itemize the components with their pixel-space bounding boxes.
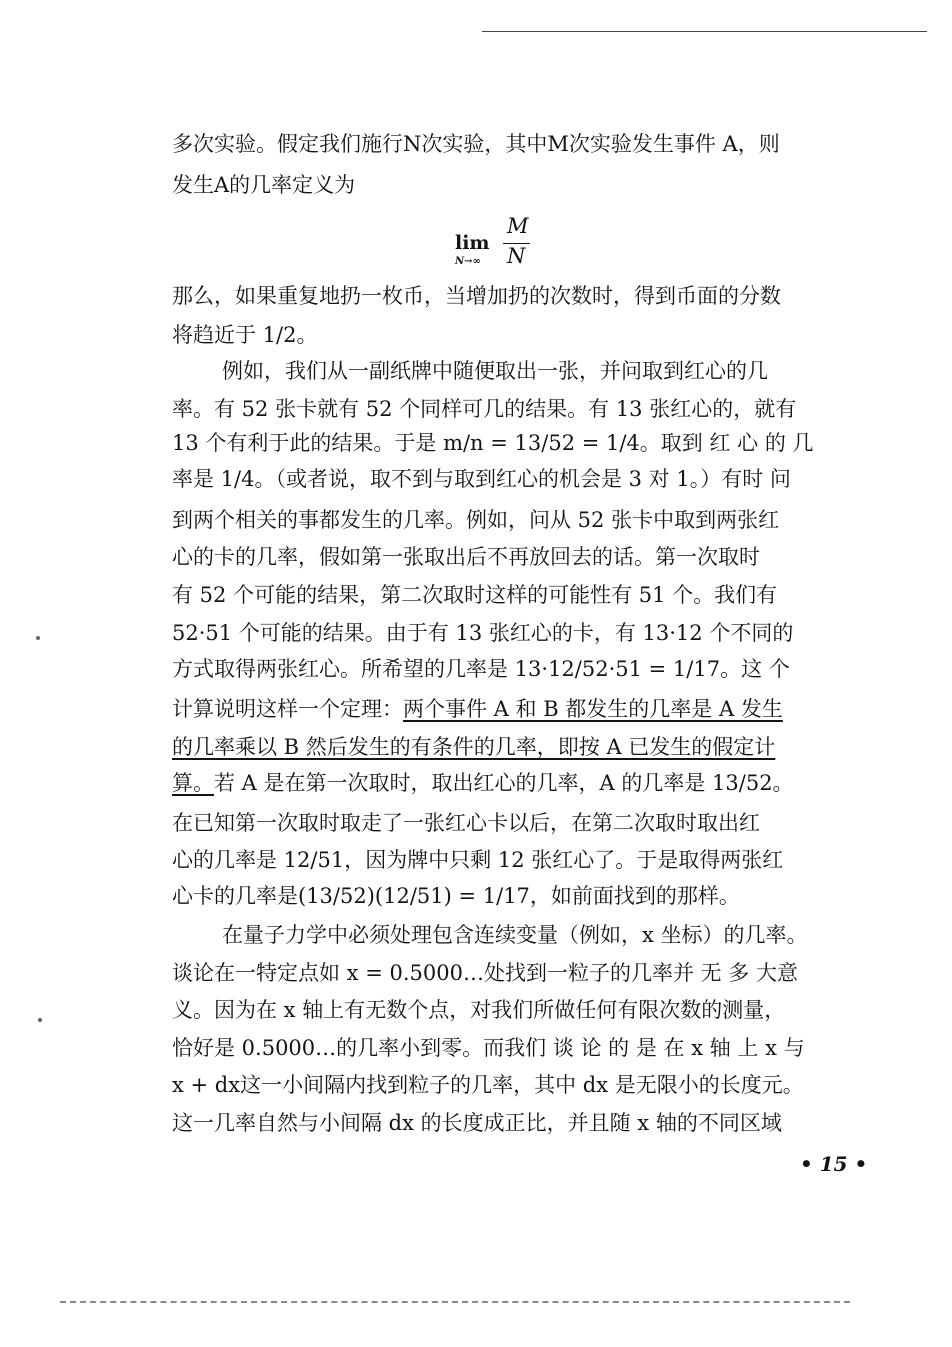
text-line: x + dx这一小间隔内找到粒子的几率，其中 dx 是无限小的长度元。 bbox=[172, 1073, 804, 1097]
text-line: 例如，我们从一副纸牌中随便取出一张，并问取到红心的几 bbox=[222, 359, 768, 383]
text-line: 谈论在一特定点如 x = 0.5000…处找到一粒子的几率并 无 多 大意 bbox=[172, 961, 798, 985]
formula-lim: lim bbox=[455, 232, 490, 254]
text-span: 计算说明这样一个定理： bbox=[172, 697, 403, 721]
text-line: 率。有 52 张卡就有 52 个同样可几的结果。有 13 张红心的，就有 bbox=[172, 397, 797, 421]
theorem-line bbox=[172, 734, 775, 761]
limit-formula bbox=[455, 212, 575, 268]
text-line: 义。因为在 x 轴上有无数个点，对我们所做任何有限次数的测量， bbox=[172, 998, 786, 1022]
header-rule bbox=[482, 31, 927, 32]
underlined-theorem-text: 的几率乘以 B 然后发生的有条件的几率，即按 A 已发生的假定计 bbox=[172, 735, 776, 759]
text-line: 52·51 个可能的结果。由于有 13 张红心的卡，有 13·12 个不同的 bbox=[172, 621, 794, 645]
formula-denominator: N bbox=[507, 244, 526, 268]
text-line: 将趋近于 1/2。 bbox=[172, 323, 318, 347]
text-line: 心卡的几率是(13/52)(12/51) = 1/17，如前面找到的那样。 bbox=[172, 884, 740, 908]
theorem-line bbox=[172, 770, 794, 797]
text-line: 那么，如果重复地扔一枚币，当增加扔的次数时，得到币面的分数 bbox=[172, 284, 781, 308]
text-line: 在已知第一次取时取走了一张红心卡以后，在第二次取时取出红 bbox=[172, 811, 760, 835]
text-line: 在量子力学中必须处理包含连续变量（例如，x 坐标）的几率。 bbox=[222, 923, 808, 947]
text-line: 多次实验。假定我们施行N次实验，其中M次实验发生事件 A，则 bbox=[172, 132, 780, 156]
formula-limit-subscript: N→∞ bbox=[455, 256, 481, 267]
text-line: 13 个有利于此的结果。于是 m/n = 13/52 = 1/4。取到 红 心 的 几 bbox=[172, 431, 814, 455]
scan-speck bbox=[38, 1018, 42, 1022]
text-line: 方式取得两张红心。所希望的几率是 13·12/52·51 = 1/17。这 个 bbox=[172, 657, 790, 681]
text-line: 心的卡的几率，假如第一张取出后不再放回去的话。第一次取时 bbox=[172, 545, 760, 569]
text-span: 若 A 是在第一次取时，取出红心的几率，A 的几率是 13/52。 bbox=[214, 771, 794, 795]
text-line: 率是 1/4。（或者说，取不到与取到红心的机会是 3 对 1。）有时 问 bbox=[172, 467, 791, 491]
formula-numerator: M bbox=[507, 214, 529, 238]
underlined-theorem-text: 两个事件 A 和 B 都发生的几率是 A 发生 bbox=[403, 697, 783, 721]
theorem-line bbox=[172, 696, 783, 723]
text-line: 这一几率自然与小间隔 dx 的长度成正比，并且随 x 轴的不同区域 bbox=[172, 1111, 782, 1135]
underlined-theorem-text: 算。 bbox=[172, 771, 214, 795]
page-number: • 15 • bbox=[800, 1152, 868, 1176]
text-line: 有 52 个可能的结果，第二次取时这样的可能性有 51 个。我们有 bbox=[172, 583, 778, 607]
text-line: 心的几率是 12/51，因为牌中只剩 12 张红心了。于是取得两张红 bbox=[172, 848, 784, 872]
scan-speck bbox=[36, 636, 40, 640]
text-line: 恰好是 0.5000…的几率小到零。而我们 谈 论 的 是 在 x 轴 上 x 与 bbox=[172, 1036, 805, 1060]
text-line: 到两个相关的事都发生的几率。例如，问从 52 张卡中取到两张红 bbox=[172, 508, 780, 532]
scan-edge-line bbox=[60, 1301, 850, 1303]
text-line: 发生A的几率定义为 bbox=[172, 173, 356, 197]
